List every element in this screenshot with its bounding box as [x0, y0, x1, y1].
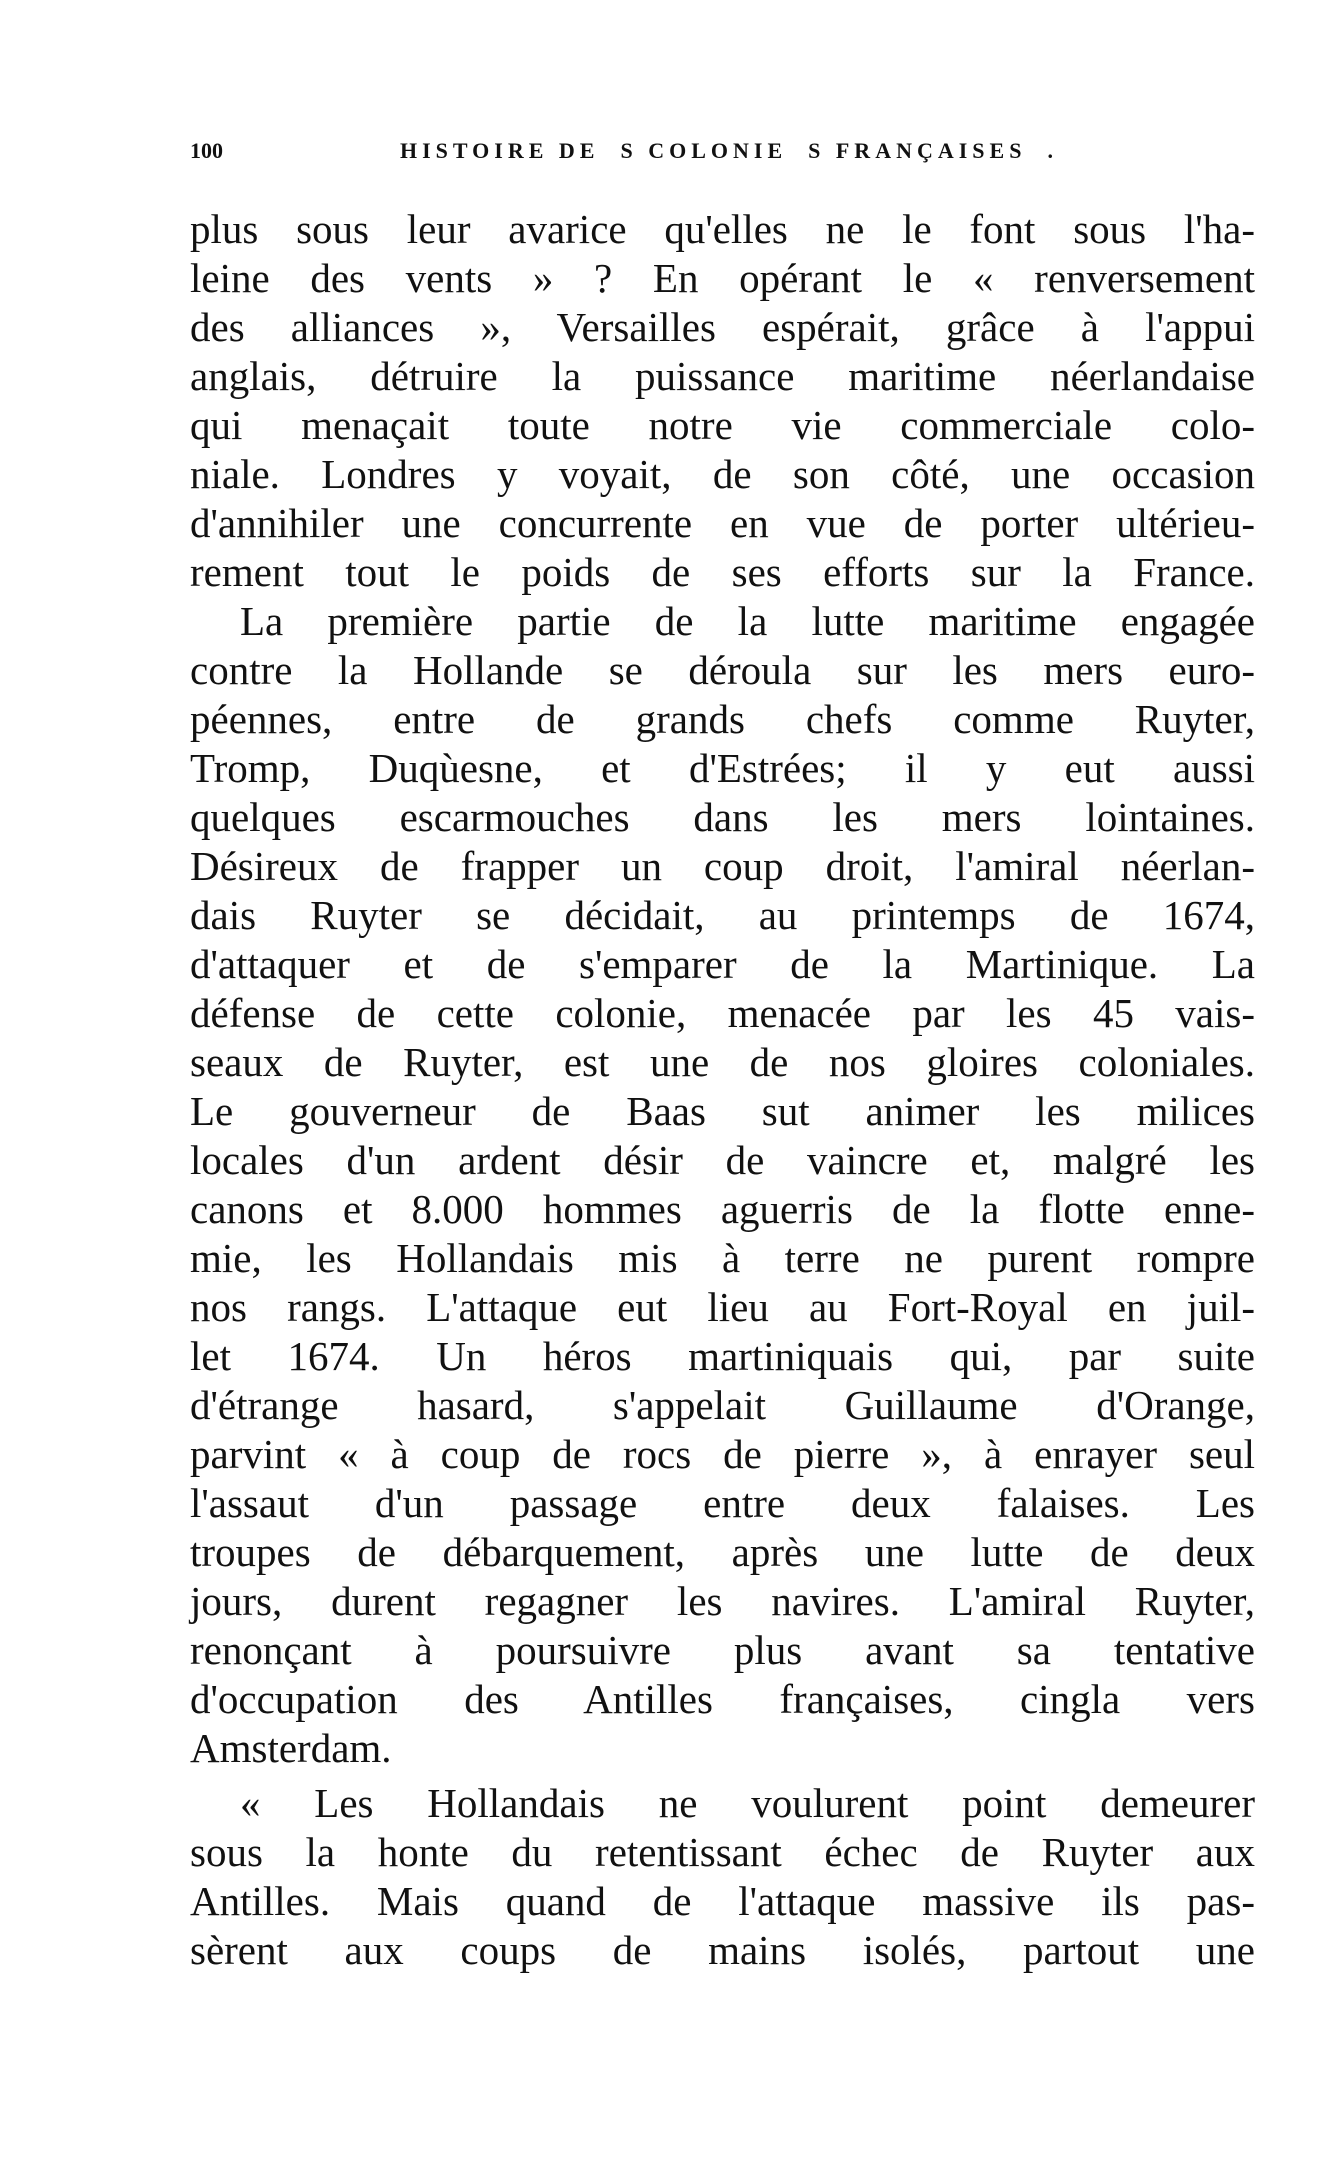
text-line: leine des vents » ? En opérant le « renversement: [190, 255, 1255, 301]
text-line: anglais, détruire la puissance maritime néerlandaise: [190, 353, 1255, 399]
text-line: qui menaçait toute notre vie commerciale colo-: [190, 402, 1255, 448]
text-line: d'occupation des Antilles françaises, cingla vers: [190, 1676, 1255, 1722]
text-line: Tromp, Duqùesne, et d'Estrées; il y eut aussi: [190, 745, 1255, 791]
text-line: canons et 8.000 hommes aguerris de la flotte enne-: [190, 1186, 1255, 1232]
text-line: d'annihiler une concurrente en vue de porter ultérieu-: [190, 500, 1255, 546]
text-line: seaux de Ruyter, est une de nos gloires coloniales.: [190, 1039, 1255, 1085]
text-line: défense de cette colonie, menacée par les 45 vais-: [190, 990, 1255, 1036]
body-text: [190, 205, 1255, 1975]
text-line: d'attaquer et de s'emparer de la Martinique. La: [190, 941, 1255, 987]
text-line: La première partie de la lutte maritime engagée: [240, 598, 1255, 644]
page-number: 100: [190, 138, 223, 163]
text-line: l'assaut d'un passage entre deux falaises. Les: [190, 1480, 1255, 1526]
page-header: [190, 138, 1058, 168]
text-line: parvint « à coup de rocs de pierre », à enrayer seul: [190, 1431, 1255, 1477]
text-line: sous la honte du retentissant échec de Ruyter aux: [190, 1829, 1255, 1875]
text-line: mie, les Hollandais mis à terre ne purent rompre: [190, 1235, 1255, 1281]
text-line: des alliances », Versailles espérait, grâce à l'appui: [190, 304, 1255, 350]
text-line: niale. Londres y voyait, de son côté, une occasion: [190, 451, 1255, 497]
text-line: contre la Hollande se déroula sur les mers euro-: [190, 647, 1255, 693]
text-line: nos rangs. L'attaque eut lieu au Fort-Royal en juil-: [190, 1284, 1255, 1330]
text-line: locales d'un ardent désir de vaincre et, malgré les: [190, 1137, 1255, 1183]
text-line: renonçant à poursuivre plus avant sa tentative: [190, 1627, 1255, 1673]
text-line: « Les Hollandais ne voulurent point demeurer: [240, 1780, 1255, 1826]
text-line: plus sous leur avarice qu'elles ne le font sous l'ha-: [190, 206, 1255, 252]
text-line: quelques escarmouches dans les mers lointaines.: [190, 794, 1255, 840]
text-line: rement tout le poids de ses efforts sur la France.: [190, 549, 1255, 595]
text-line: sèrent aux coups de mains isolés, partout une: [190, 1927, 1255, 1973]
text-line: Amsterdam.: [190, 1725, 392, 1771]
text-line: troupes de débarquement, après une lutte de deux: [190, 1529, 1255, 1575]
text-line: Le gouverneur de Baas sut animer les milices: [190, 1088, 1255, 1134]
text-line: dais Ruyter se décidait, au printemps de 1674,: [190, 892, 1255, 938]
running-head: HISTOIRE DE S COLONIE S FRANÇAISES .: [400, 138, 1058, 163]
text-line: Antilles. Mais quand de l'attaque massive ils pas-: [190, 1878, 1255, 1924]
text-line: let 1674. Un héros martiniquais qui, par suite: [190, 1333, 1255, 1379]
text-line: d'étrange hasard, s'appelait Guillaume d'Orange,: [190, 1382, 1255, 1428]
text-line: Désireux de frapper un coup droit, l'amiral néerlan-: [190, 843, 1255, 889]
text-line: péennes, entre de grands chefs comme Ruyter,: [190, 696, 1255, 742]
text-line: jours, durent regagner les navires. L'amiral Ruyter,: [190, 1578, 1255, 1624]
